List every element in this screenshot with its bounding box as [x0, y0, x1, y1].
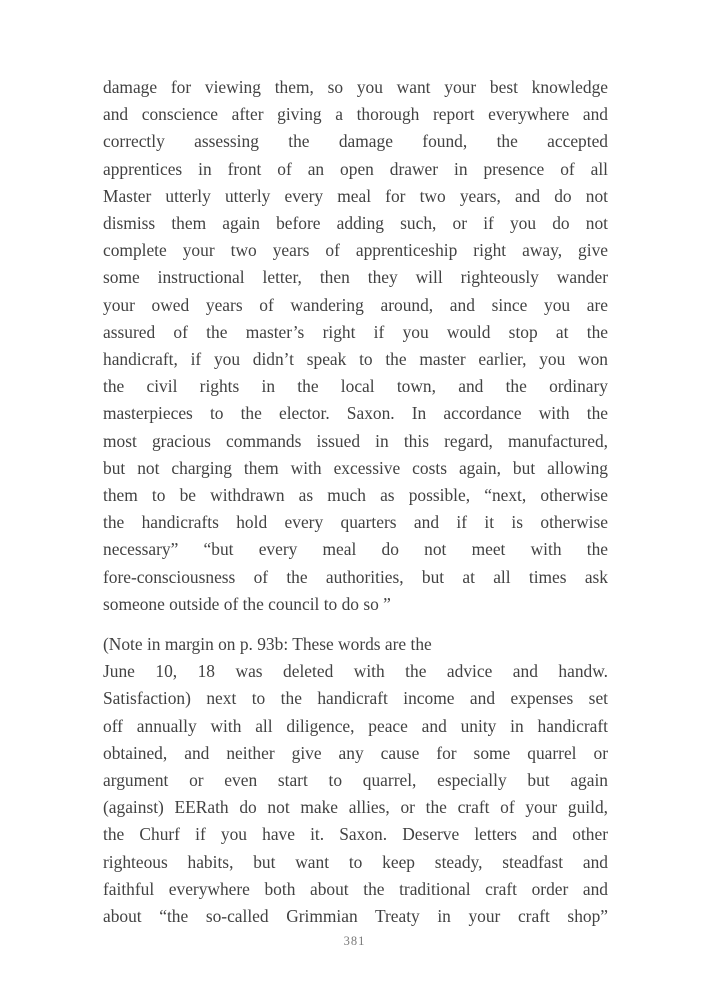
text-line: fore-consciousness of the authorities, but at all times ask — [103, 566, 608, 587]
text-line: (Note in margin on p. 93b: These words are the — [103, 634, 432, 655]
text-line: the handicrafts hold every quarters and if it is otherwise — [103, 512, 608, 533]
text-line: argument or even start to quarrel, especially but again — [103, 770, 608, 791]
text-line: someone outside of the council to do so ” — [103, 593, 391, 614]
text-line: apprentices in front of an open drawer in presence of all — [103, 158, 608, 179]
text-line: most gracious commands issued in this regard, manufactured, — [103, 430, 608, 451]
text-line: righteous habits, but want to keep steady, steadfast and — [103, 851, 608, 872]
text-line: the civil rights in the local town, and the ordinary — [103, 376, 608, 397]
text-line: June 10, 18 was deleted with the advice and handw. — [103, 661, 608, 682]
text-line: correctly assessing the damage found, the accepted — [103, 131, 608, 152]
text-line: about “the so-called Grimmian Treaty in your craft shop” — [103, 906, 608, 927]
text-line: (against) EERath do not make allies, or the craft of your guild, — [103, 797, 608, 818]
text-line: assured of the master’s right if you would stop at the — [103, 321, 608, 342]
text-line: damage for viewing them, so you want your best knowledge — [103, 77, 608, 97]
page-number: 381 — [343, 934, 366, 948]
text-line: Satisfaction) next to the handicraft income and expenses set — [103, 688, 608, 709]
text-line: Master utterly utterly every meal for two years, and do not — [103, 185, 608, 206]
text-line: some instructional letter, then they will righteously wander — [103, 267, 608, 288]
paragraph-1 — [103, 74, 608, 618]
paragraph-2 — [103, 631, 608, 930]
text-line: obtained, and neither give any cause for some quarrel or — [103, 742, 608, 763]
text-block — [103, 74, 608, 943]
text-line: necessary” “but every meal do not meet with the — [103, 539, 608, 560]
text-line: the Churf if you have it. Saxon. Deserve letters and other — [103, 824, 608, 845]
text-line: and conscience after giving a thorough report everywhere and — [103, 104, 608, 125]
text-line: but not charging them with excessive costs again, but allowing — [103, 457, 608, 478]
text-line: handicraft, if you didn’t speak to the master earlier, you won — [103, 349, 608, 370]
text-line: your owed years of wandering around, and since you are — [103, 294, 608, 315]
text-line: complete your two years of apprenticeship right away, give — [103, 240, 608, 261]
text-line: them to be withdrawn as much as possible, “next, otherwise — [103, 485, 608, 506]
text-line: masterpieces to the elector. Saxon. In accordance with the — [103, 403, 608, 424]
text-line: dismiss them again before adding such, or if you do not — [103, 213, 608, 234]
text-line: off annually with all diligence, peace and unity in handicraft — [103, 715, 608, 736]
text-line: faithful everywhere both about the traditional craft order and — [103, 878, 608, 899]
